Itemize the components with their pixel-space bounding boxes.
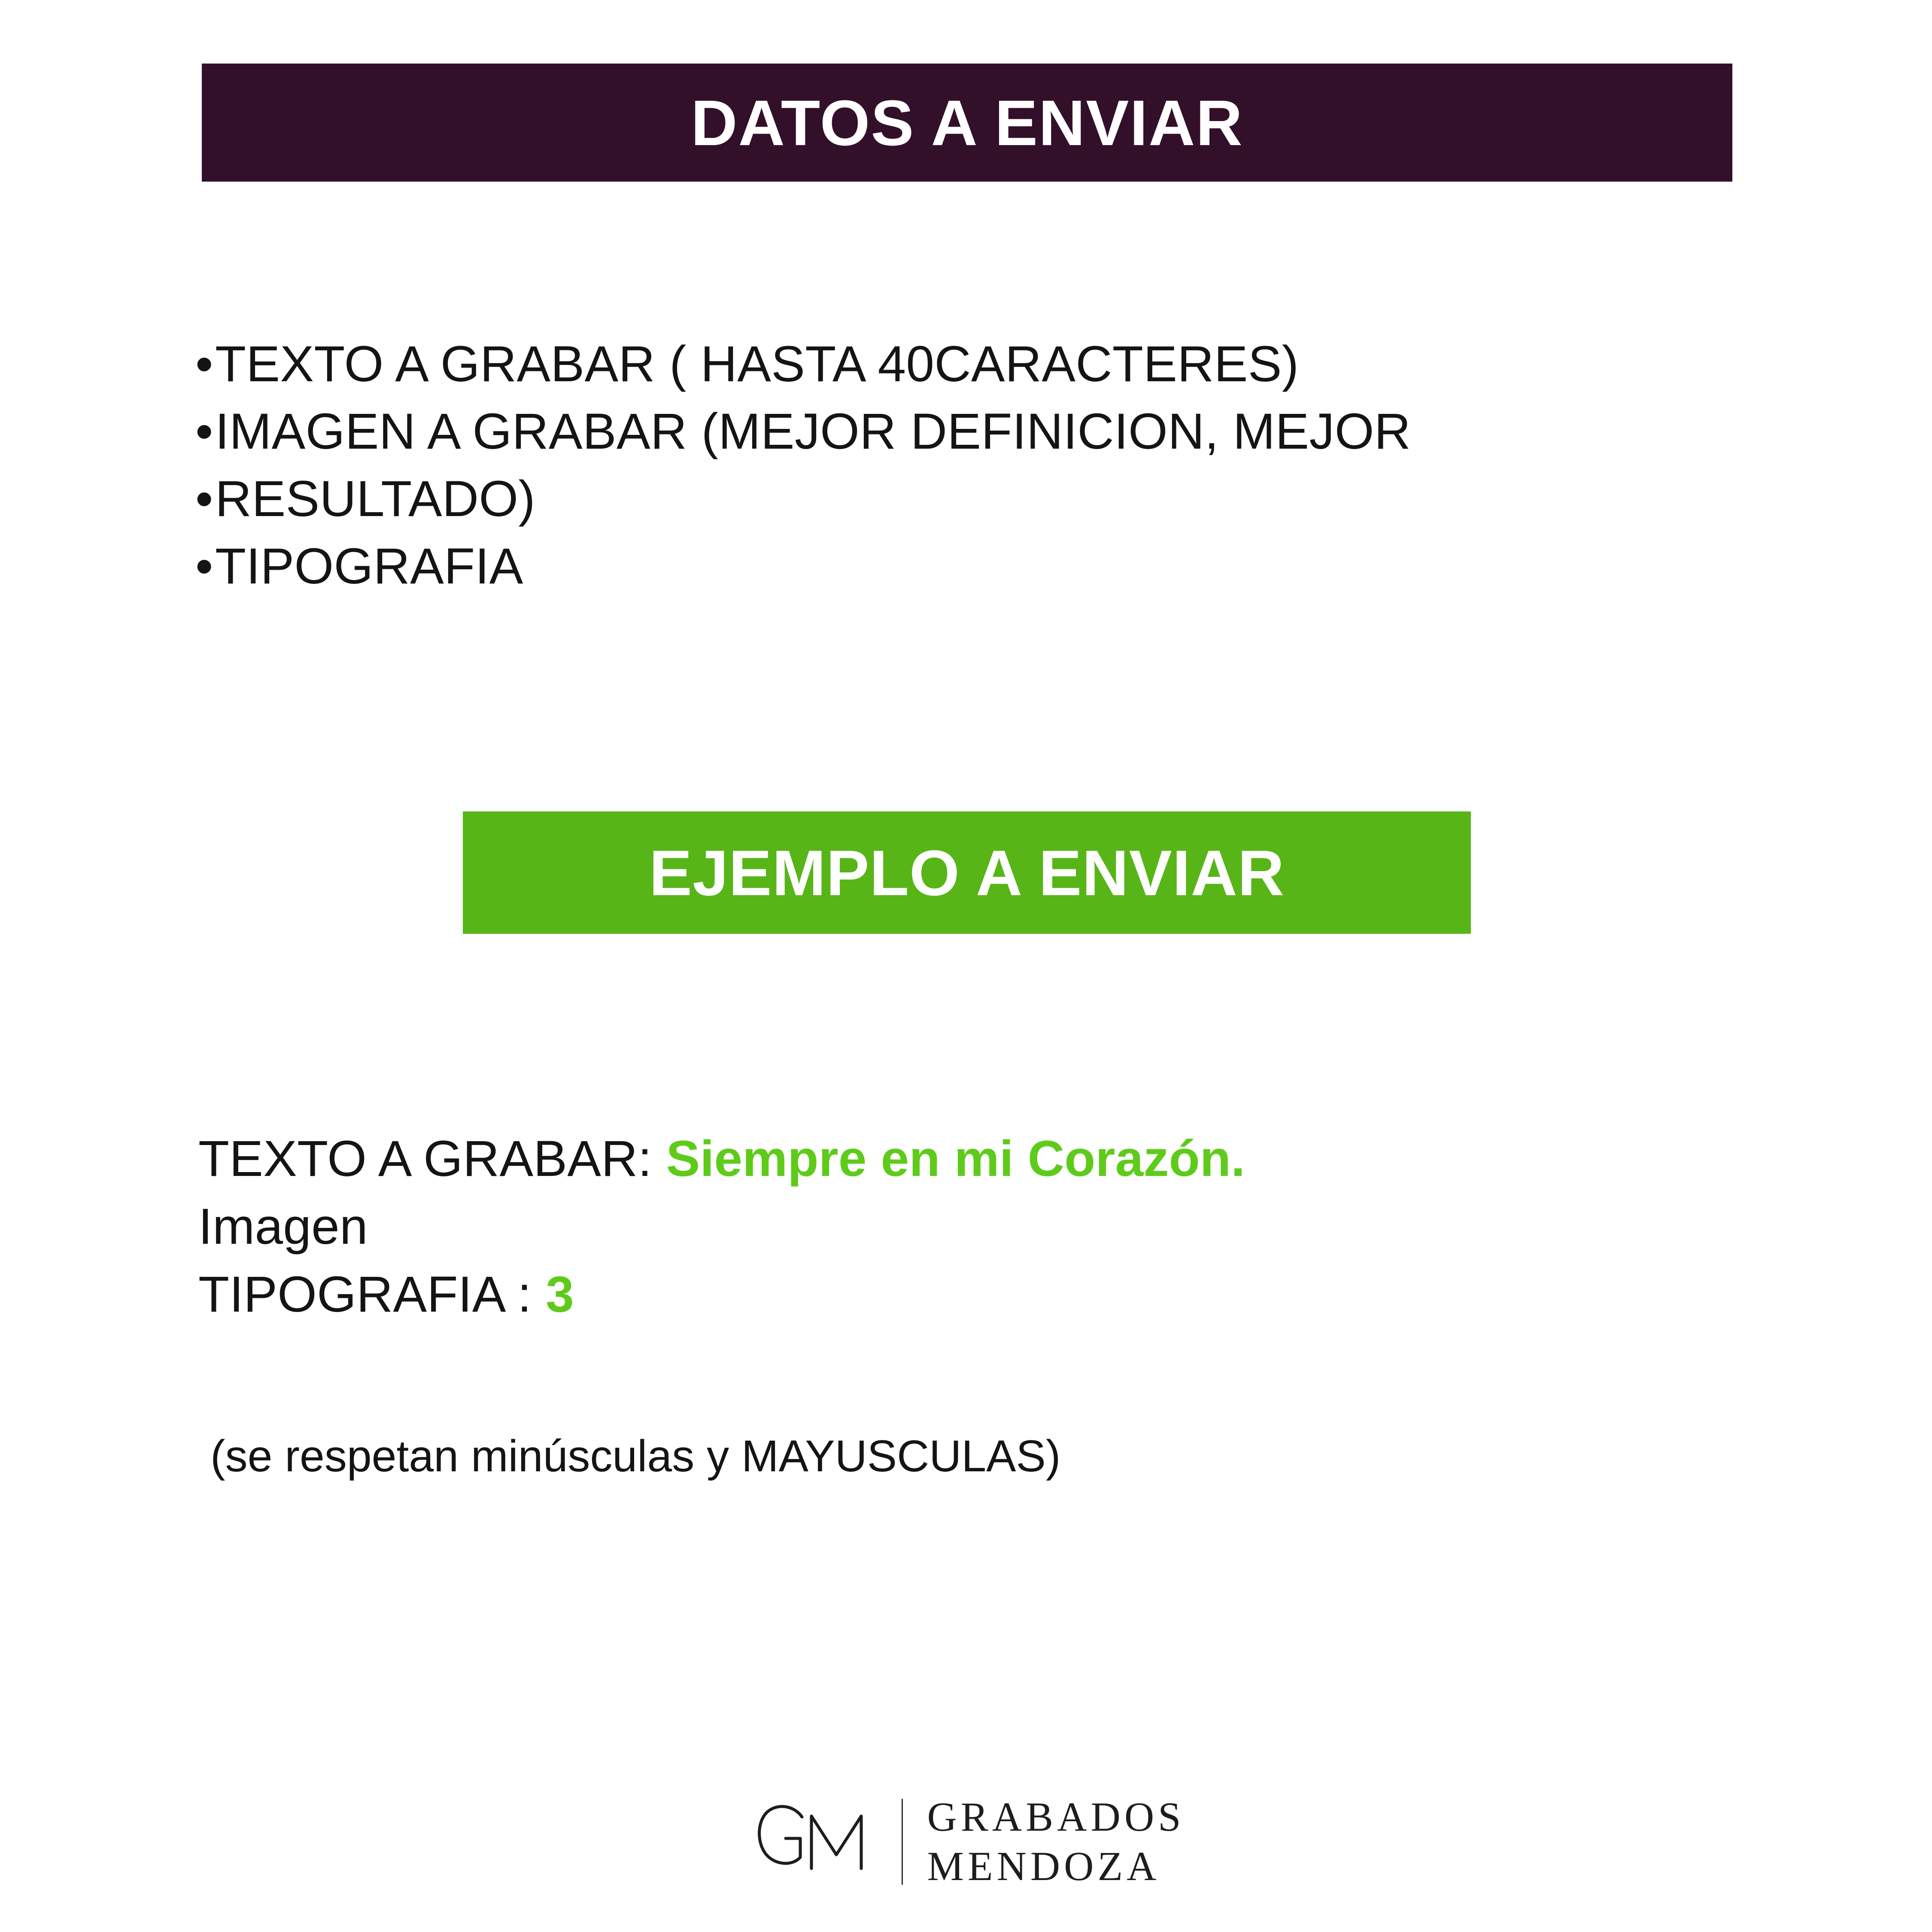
example-banner bbox=[463, 811, 1471, 934]
example-typography-value: 3 bbox=[546, 1266, 574, 1323]
list-item-label: IMAGEN A GRABAR (MEJOR DEFINICION, MEJOR bbox=[215, 403, 1411, 460]
brand-line-1: GRABADOS bbox=[927, 1794, 1185, 1840]
brand-line-2: MENDOZA bbox=[927, 1843, 1160, 1889]
bullet-icon: • bbox=[195, 336, 213, 392]
example-image-row bbox=[198, 1193, 1744, 1261]
example-text-label: TEXTO A GRABAR: bbox=[198, 1130, 652, 1187]
example-typography-row bbox=[198, 1261, 1744, 1328]
list-item bbox=[195, 331, 1741, 398]
list-item bbox=[195, 465, 1741, 533]
example-details bbox=[198, 1125, 1744, 1328]
example-typography-label: TIPOGRAFIA : bbox=[198, 1266, 532, 1323]
list-item bbox=[195, 533, 1741, 600]
gm-monogram-icon bbox=[747, 1790, 889, 1893]
example-text-value: Siempre en mi Corazón. bbox=[666, 1130, 1245, 1187]
bullet-icon: • bbox=[195, 538, 213, 595]
logo-divider bbox=[902, 1799, 903, 1885]
list-item-label: TIPOGRAFIA bbox=[215, 538, 523, 595]
example-text-row bbox=[198, 1125, 1744, 1193]
bullet-icon: • bbox=[195, 470, 213, 527]
bullet-icon: • bbox=[195, 403, 213, 460]
case-sensitivity-note: (se respetan minúsculas y MAYUSCULAS) bbox=[210, 1431, 1061, 1481]
brand-footer bbox=[0, 1790, 1932, 1893]
list-item-label: TEXTO A GRABAR ( HASTA 40CARACTERES) bbox=[215, 336, 1299, 392]
page-title: DATOS A ENVIAR bbox=[691, 86, 1243, 159]
header-banner bbox=[202, 64, 1732, 182]
brand-name bbox=[927, 1795, 1185, 1888]
list-item bbox=[195, 398, 1741, 465]
example-banner-title: EJEMPLO A ENVIAR bbox=[649, 836, 1285, 909]
list-item-label: RESULTADO) bbox=[215, 470, 536, 527]
requirements-list bbox=[195, 331, 1741, 600]
example-image-label: Imagen bbox=[198, 1198, 368, 1255]
